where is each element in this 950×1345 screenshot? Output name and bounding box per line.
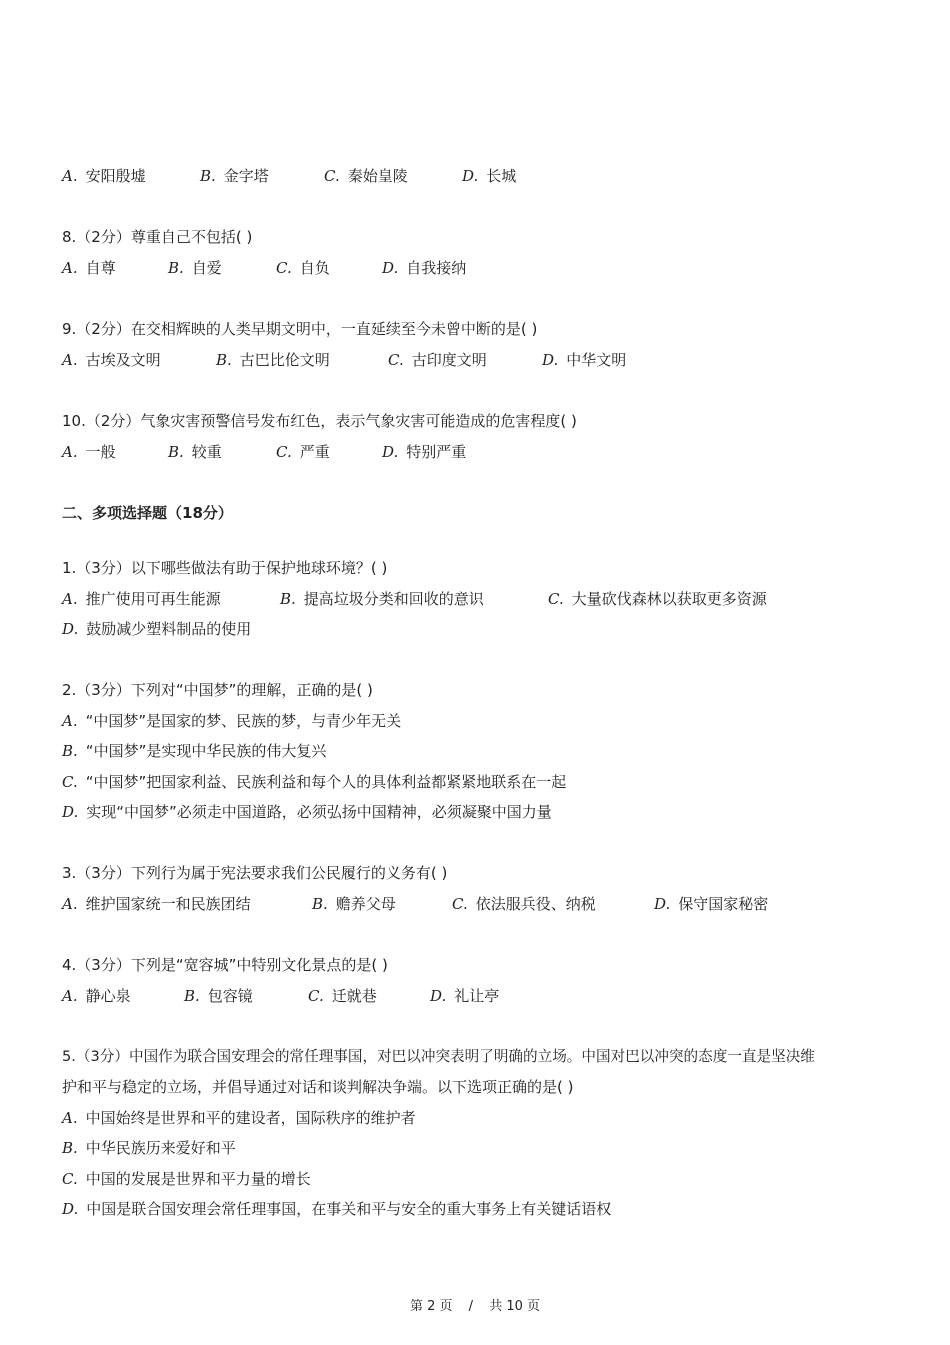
page-number: 第 2 页 bbox=[409, 1299, 453, 1314]
q7-option-c[interactable]: C. 秦始皇陵 bbox=[324, 167, 408, 185]
q8-option-d[interactable]: D. 自我接纳 bbox=[382, 259, 467, 277]
m1-stem: 1.（3分）以下哪些做法有助于保护地球环境？( ) bbox=[62, 559, 388, 577]
m5-option-b[interactable]: B. 中华民族历来爱好和平 bbox=[62, 1139, 236, 1157]
m3-option-b[interactable]: B. 赡养父母 bbox=[312, 895, 396, 913]
m1-options bbox=[62, 589, 902, 609]
q8-option-a[interactable]: A. 自尊 bbox=[62, 259, 116, 277]
m4-option-c[interactable]: C. 迁就巷 bbox=[308, 987, 377, 1005]
m1-option-a[interactable]: A. 推广使用可再生能源 bbox=[62, 590, 221, 608]
m1-option-d[interactable]: D. 鼓励减少塑料制品的使用 bbox=[62, 620, 252, 638]
q7-option-d[interactable]: D. 长城 bbox=[462, 167, 517, 185]
m2-option-a[interactable]: A. “中国梦”是国家的梦、民族的梦，与青少年无关 bbox=[62, 712, 402, 730]
q9-stem: 9.（2分）在交相辉映的人类早期文明中，一直延续至今未曾中断的是( ) bbox=[62, 320, 538, 338]
q8-options bbox=[62, 258, 902, 278]
page-separator: / bbox=[468, 1299, 474, 1314]
m3-option-d[interactable]: D. 保守国家秘密 bbox=[654, 895, 769, 913]
m4-stem: 4.（3分）下列是“宽容城”中特别文化景点的是( ) bbox=[62, 956, 388, 974]
page-footer bbox=[0, 1298, 950, 1316]
m3-options bbox=[62, 894, 902, 914]
m2-stem: 2.（3分）下列对“中国梦”的理解，正确的是( ) bbox=[62, 681, 373, 699]
m3-stem: 3.（3分）下列行为属于宪法要求我们公民履行的义务有( ) bbox=[62, 864, 448, 882]
q9-option-d[interactable]: D. 中华文明 bbox=[542, 351, 627, 369]
q10-stem: 10.（2分）气象灾害预警信号发布红色，表示气象灾害可能造成的危害程度( ) bbox=[62, 412, 577, 430]
q10-option-c[interactable]: C. 严重 bbox=[276, 443, 330, 461]
m5-option-a[interactable]: A. 中国始终是世界和平的建设者，国际秩序的维护者 bbox=[62, 1109, 416, 1127]
q10-options bbox=[62, 442, 902, 462]
m2-option-c[interactable]: C. “中国梦”把国家利益、民族利益和每个人的具体利益都紧紧地联系在一起 bbox=[62, 773, 567, 791]
m4-options bbox=[62, 986, 902, 1006]
q7-option-a[interactable]: A. 安阳殷墟 bbox=[62, 167, 146, 185]
q8-stem: 8.（2分）尊重自己不包括( ) bbox=[62, 228, 253, 246]
m2-option-d[interactable]: D. 实现“中国梦”必须走中国道路，必须弘扬中国精神，必须凝聚中国力量 bbox=[62, 803, 552, 821]
m3-option-c[interactable]: C. 依法服兵役、纳税 bbox=[452, 895, 596, 913]
q9-options bbox=[62, 350, 902, 370]
m5-option-d[interactable]: D. 中国是联合国安理会常任理事国，在事关和平与安全的重大事务上有关键话语权 bbox=[62, 1200, 612, 1218]
q8-option-b[interactable]: B. 自爱 bbox=[168, 259, 222, 277]
q10-option-d[interactable]: D. 特别严重 bbox=[382, 443, 467, 461]
m5-option-c[interactable]: C. 中国的发展是世界和平力量的增长 bbox=[62, 1170, 311, 1188]
m4-option-b[interactable]: B. 包容镜 bbox=[184, 987, 253, 1005]
page-total: 共 10 页 bbox=[489, 1299, 541, 1314]
m5-stem-line1: 5.（3分）中国作为联合国安理会的常任理事国，对巴以冲突表明了明确的立场。中国对巴以冲突的态度一直是坚决维 bbox=[62, 1048, 815, 1065]
m4-option-a[interactable]: A. 静心泉 bbox=[62, 987, 131, 1005]
m4-option-d[interactable]: D. 礼让亭 bbox=[430, 987, 500, 1005]
m3-option-a[interactable]: A. 维护国家统一和民族团结 bbox=[62, 895, 251, 913]
section-heading: 二、多项选择题（18分） bbox=[62, 504, 233, 522]
m1-option-c[interactable]: C. 大量砍伐森林以获取更多资源 bbox=[548, 590, 767, 608]
q9-option-b[interactable]: B. 古巴比伦文明 bbox=[216, 351, 330, 369]
m1-option-b[interactable]: B. 提高垃圾分类和回收的意识 bbox=[280, 590, 484, 608]
m2-option-b[interactable]: B. “中国梦”是实现中华民族的伟大复兴 bbox=[62, 742, 327, 760]
q7-options bbox=[62, 166, 902, 186]
q7-option-b[interactable]: B. 金字塔 bbox=[200, 167, 269, 185]
m5-stem-line2: 护和平与稳定的立场，并倡导通过对话和谈判解决争端。以下选项正确的是( ) bbox=[62, 1078, 574, 1096]
q8-option-c[interactable]: C. 自负 bbox=[276, 259, 330, 277]
q10-option-b[interactable]: B. 较重 bbox=[168, 443, 222, 461]
q9-option-a[interactable]: A. 古埃及文明 bbox=[62, 351, 161, 369]
q10-option-a[interactable]: A. 一般 bbox=[62, 443, 116, 461]
q9-option-c[interactable]: C. 古印度文明 bbox=[388, 351, 487, 369]
